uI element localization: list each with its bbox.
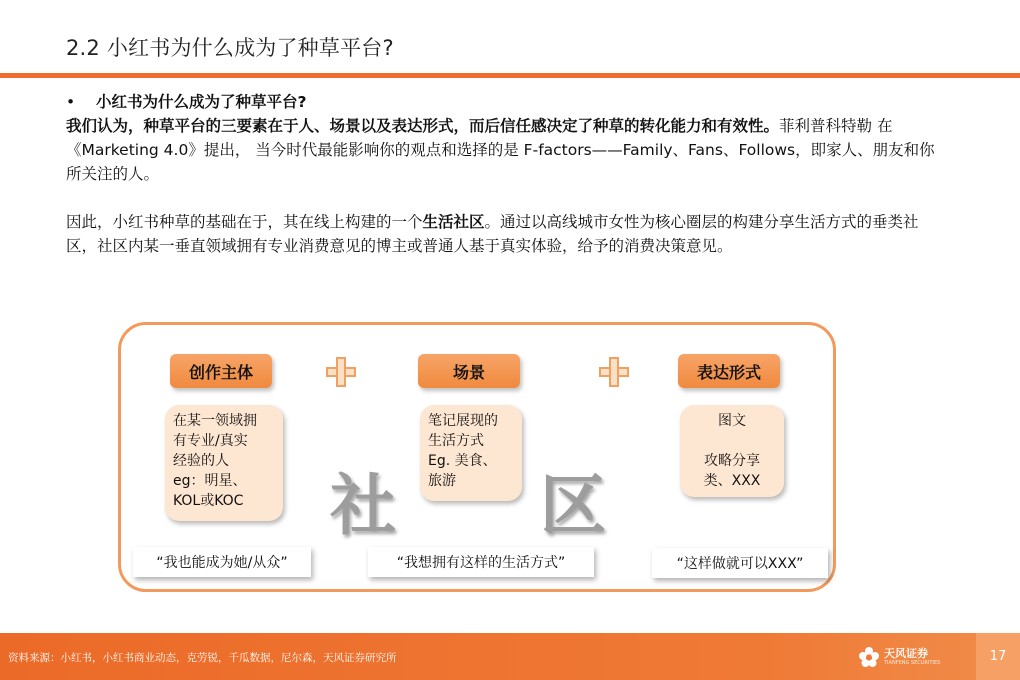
slide-title: 2.2 小红书为什么成为了种草平台?	[66, 36, 394, 60]
paragraph-2-start: 因此，小红书种草的基础在于，其在线上构建的一个	[66, 213, 423, 231]
paragraph-1	[66, 114, 946, 186]
logo-subtitle: TIANFENG SECURITIES	[884, 659, 941, 666]
page-number: 17	[976, 633, 1020, 680]
paragraph-1-rest: 菲利普科特勒 在《Marketing 4.0》提出， 当今时代最能影响你的观点和选择的是 F-factors——Family、Fans、Follows，即家人、朋友和你所关注的人。	[66, 117, 935, 183]
pillar-label-format: 表达形式	[678, 354, 780, 388]
company-logo	[858, 646, 940, 668]
flower-logo-icon	[858, 646, 880, 668]
pillar-detail-scene	[420, 405, 522, 501]
bullet-title: 小红书为什么成为了种草平台?	[96, 93, 307, 111]
plus-icon	[326, 357, 356, 387]
pillar-detail-creator	[165, 405, 283, 521]
title-divider	[0, 73, 1020, 78]
pillar-quote-creator: “我也能成为她/从众”	[133, 547, 311, 577]
pillar-label-scene: 场景	[418, 354, 520, 388]
paragraph-1-bold: 我们认为，种草平台的三要素在于人、场景以及表达形式，而后信任感决定了种草的转化能力和有效性。	[66, 117, 780, 135]
body-text	[66, 90, 946, 258]
community-char-she: 社	[330, 467, 396, 544]
pillar-label-creator: 创作主体	[170, 354, 272, 388]
community-char-qu: 区	[540, 467, 606, 544]
bullet-icon: •	[66, 93, 76, 111]
paragraph-2	[66, 210, 946, 258]
footer-bar	[0, 633, 1020, 680]
paragraph-2-bold: 生活社区	[422, 213, 485, 231]
logo-name: 天风证券	[884, 646, 928, 660]
bullet-item	[66, 90, 946, 114]
pillar-detail-text: 在某一领域拥 有专业/真实 经验的人 eg：明星、 KOL或KOC	[173, 413, 257, 509]
pillar-quote-format: “这样做就可以XXX”	[652, 548, 828, 578]
pillar-detail-text: 图文 攻略分享 类、XXX	[703, 413, 761, 489]
pillar-detail-format	[680, 405, 784, 497]
paragraph-2-rest: 。通过以高线城市女性为核心圈层的构建分享生活方式的垂类社区，社区内某一垂直领域拥有专业消费意见的博主或普通人基于真实体验，给予的消费决策意见。	[66, 213, 919, 255]
plus-icon	[599, 357, 629, 387]
pillar-quote-scene: “我想拥有这样的生活方式”	[368, 547, 594, 577]
source-note: 资料来源：小红书，小红书商业动态，克劳锐，千瓜数据，尼尔森，天风证券研究所	[8, 652, 397, 664]
pillar-detail-text: 笔记展现的 生活方式 Eg. 美食、 旅游	[428, 413, 498, 489]
